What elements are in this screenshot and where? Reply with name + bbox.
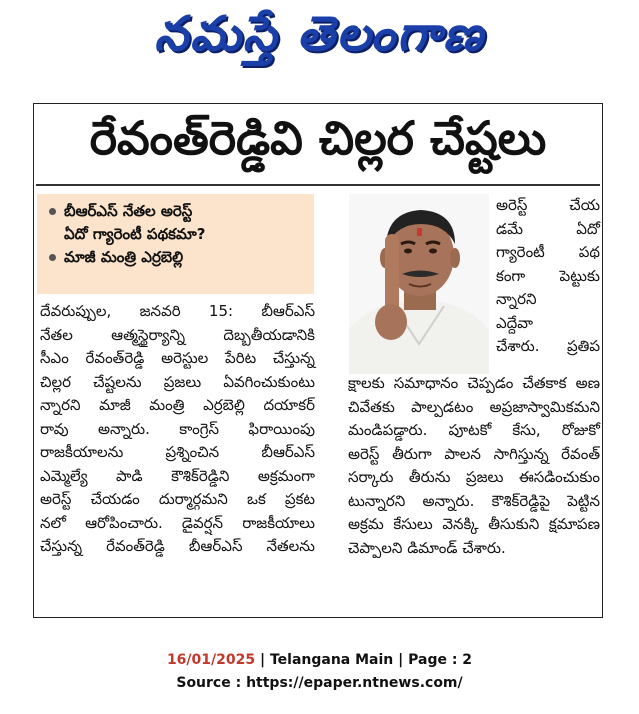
text-line: ఎమ్మెల్యే పాడి కౌశిక్‌రెడ్డిని అక్రమంగా	[40, 466, 315, 485]
highlight-item: బీఆర్‌ఎస్‌ నేతల అరెస్ట్‌	[49, 200, 308, 223]
text-line: అరెస్ట్‌ చేయ	[496, 196, 600, 214]
highlights-box	[37, 194, 314, 294]
text-line: రాజకీయాలను ప్రశ్నించిన బీఆర్‌ఎస్‌	[40, 443, 315, 461]
side-text-column	[496, 194, 600, 359]
text-line: క్షాలకు సమాధానం చెప్పడం చేతకాక అణ	[348, 374, 600, 392]
text-line: డమే ఏదో	[496, 219, 600, 238]
text-line: చెప్పాలని డిమాండ్‌ చేశారు.	[348, 538, 506, 557]
footer-edition-line	[0, 652, 639, 668]
headline-divider	[36, 184, 600, 186]
text-line: న్నారని మాజీ మంత్రి ఎర్రబెల్లి దయాకర్‌	[40, 396, 315, 414]
text-line: సర్కారు తీరును ప్రజలు ఈసడించుకుం	[348, 468, 600, 486]
bullet-icon	[49, 254, 56, 261]
text-line: నేతల ఆత్మస్థైర్యాన్ని దెబ్బతీయడానికి	[40, 325, 315, 344]
edition-info: | Telangana Main | Page : 2	[255, 652, 473, 668]
body-text-column	[40, 300, 315, 559]
text-line: అరెస్ట్‌ చేయడం దుర్మార్గమని ఒక ప్రకట	[40, 490, 315, 508]
footer-source-line: Source : https://epaper.ntnews.com/	[176, 675, 463, 691]
text-line: చివేతకు పాల్పడటం అప్రజాస్వామికమని	[348, 397, 600, 416]
highlight-item: ఏదో గ్యారెంటీ పథకమా?	[64, 225, 206, 243]
news-clipping	[33, 103, 603, 618]
text-line: చిల్లర చేష్టలను ప్రజలు ఏవగించుకుంటు	[40, 372, 315, 391]
masthead-title: నమస్తే తెలంగాణ	[154, 6, 485, 62]
text-line: చేస్తున్న రేవంత్‌రెడ్డి బీఆర్‌ఎస్‌ నేతలను	[40, 537, 315, 555]
text-line: చేశారు. ప్రతిప	[496, 337, 600, 355]
text-line: అరెస్ట్‌ తీరుగా పాలన సాగిస్తున్న రేవంత్‌	[348, 444, 600, 463]
text-line: సీఎం రేవంత్‌రెడ్డి అరెస్టుల పేరిట చేస్తున్న	[40, 349, 315, 367]
text-line: రావు అన్నారు. కాంగ్రెస్‌ ఫిరాయింపు	[40, 419, 315, 438]
politician-photo	[349, 194, 489, 374]
newspaper-masthead	[0, 0, 639, 78]
bullet-icon	[49, 208, 56, 215]
text-line: ఎద్దేవా	[496, 313, 533, 332]
highlight-item: మాజీ మంత్రి ఎర్రబెల్లి	[49, 246, 308, 269]
text-line: మండిపడ్డారు. పూటకో కేసు, రోజుకో	[348, 421, 600, 439]
text-line: నలో ఆరోపించారు. డైవర్షన్‌ రాజకీయాలు	[40, 513, 315, 532]
text-line: న్నారని	[496, 290, 537, 308]
text-line: గ్యారెంటీ పథ	[496, 243, 600, 261]
text-line: అక్రమ కేసులు వెనక్కి తీసుకుని క్షమాపణ	[348, 515, 600, 533]
portrait-image	[349, 194, 489, 374]
article-headline: రేవంత్‌రెడ్డివి చిల్లర చేష్టలు	[89, 111, 547, 165]
text-line: టున్నారని అన్నారు. కౌశిక్‌రెడ్డిపై పెట్టిన	[348, 491, 600, 510]
text-line: కంగా పెట్టుకు	[496, 266, 600, 285]
wide-text-column	[348, 372, 600, 560]
text-line: దేవరుప్పుల, జనవరి 15: బీఆర్‌ఎస్‌	[40, 302, 315, 320]
publication-date: 16/01/2025	[166, 652, 256, 668]
